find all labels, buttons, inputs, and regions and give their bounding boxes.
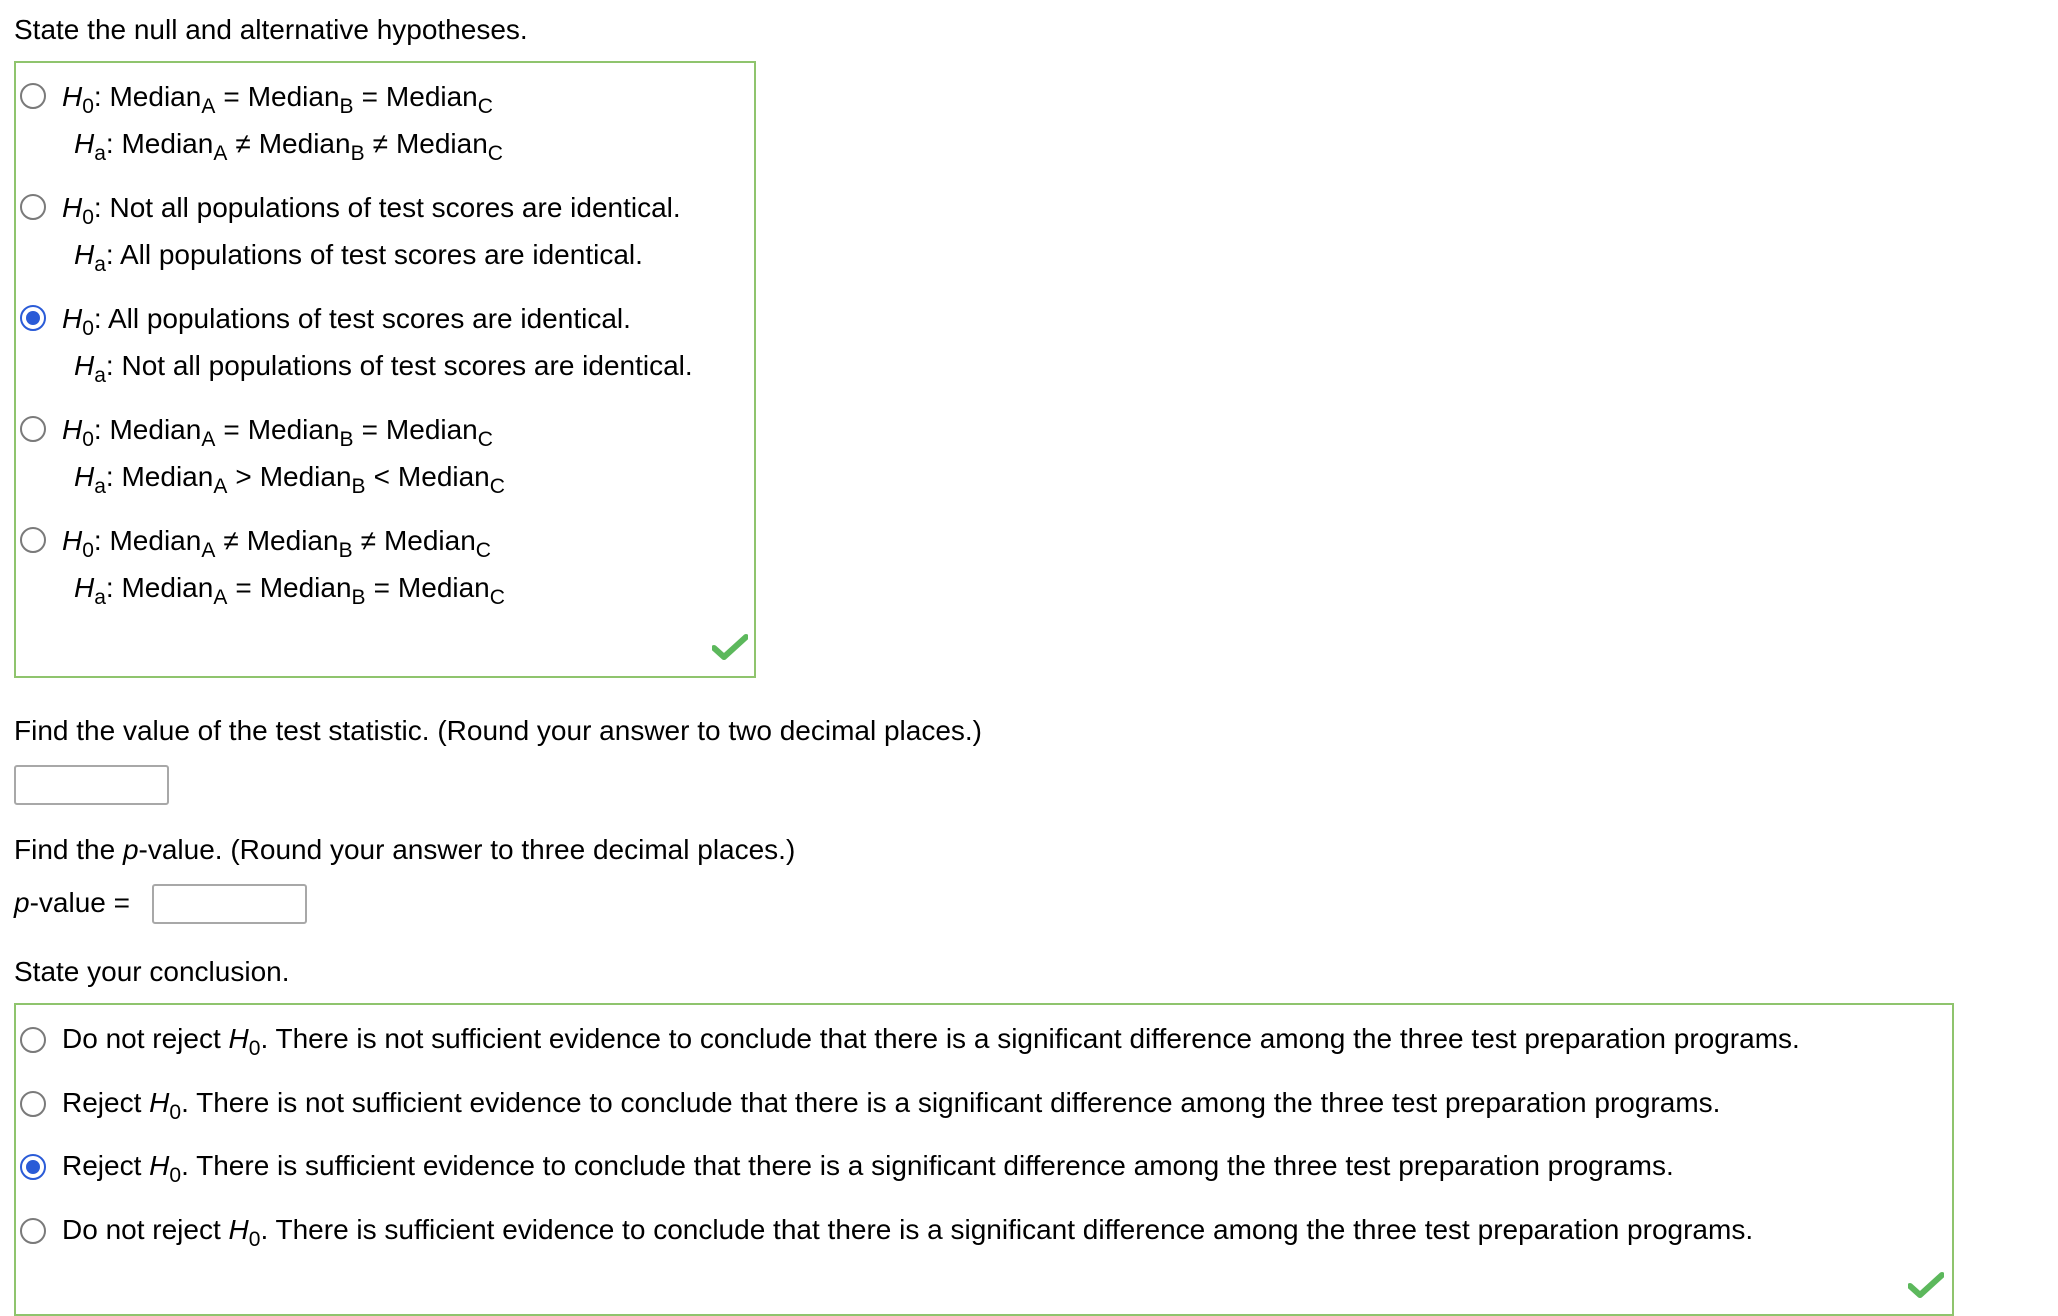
ha-statement: $H_a$: Median$_A$ ≠ Median$_B$ ≠ Median$_C$ <box>74 128 503 165</box>
radio-button-selected[interactable] <box>20 1154 46 1180</box>
conclusion-text: Reject $H_0$. There is not sufficient evidence to conclude that there is a significant difference among the three test preparation programs. <box>62 1087 1721 1124</box>
radio-button[interactable] <box>20 83 46 109</box>
radio-button[interactable] <box>20 416 46 442</box>
h0-statement: $H_0$: Not all populations of test scores are identical. <box>62 192 681 229</box>
radio-button-selected[interactable] <box>20 305 46 331</box>
p-value-label: p-value = <box>14 887 130 918</box>
radio-button[interactable] <box>20 194 46 220</box>
ha-statement: $H_a$: Not all populations of test scores are identical. <box>74 350 693 387</box>
test-statistic-input[interactable] <box>14 765 169 805</box>
conclusion-text: Do not reject $H_0$. There is not sufficient evidence to conclude that there is a significant difference among the three test preparation programs. <box>62 1023 1800 1060</box>
radio-button[interactable] <box>20 1027 46 1053</box>
ha-statement: $H_a$: All populations of test scores are identical. <box>74 239 643 276</box>
conclusion-text: Reject $H_0$. There is sufficient evidence to conclude that there is a significant difference among the three test preparation programs. <box>62 1150 1674 1187</box>
conclusion-prompt: State your conclusion. <box>14 956 290 987</box>
radio-button[interactable] <box>20 527 46 553</box>
ha-statement: $H_a$: Median$_A$ > Median$_B$ < Median$_C$ <box>74 461 505 498</box>
h0-statement: $H_0$: Median$_A$ = Median$_B$ = Median$_C$ <box>62 81 493 118</box>
p-value-input[interactable] <box>152 884 307 924</box>
conclusion-text: Do not reject $H_0$. There is sufficient evidence to conclude that there is a significant difference among the three test preparation programs. <box>62 1214 1754 1251</box>
test-statistic-prompt: Find the value of the test statistic. (Round your answer to two decimal places.) <box>14 715 983 746</box>
radio-button[interactable] <box>20 1218 46 1244</box>
hypotheses-answer-box <box>14 61 756 678</box>
h0-statement: $H_0$: Median$_A$ ≠ Median$_B$ ≠ Median$_C$ <box>62 525 491 562</box>
hypotheses-prompt: State the null and alternative hypotheses. <box>14 14 528 45</box>
h0-statement: $H_0$: All populations of test scores are identical. <box>62 303 631 340</box>
correct-checkmark-icon <box>1908 1272 1944 1298</box>
radio-button[interactable] <box>20 1091 46 1117</box>
h0-statement: $H_0$: Median$_A$ = Median$_B$ = Median$_C$ <box>62 414 493 451</box>
ha-statement: $H_a$: Median$_A$ = Median$_B$ = Median$_C$ <box>74 572 505 609</box>
correct-checkmark-icon <box>712 634 748 660</box>
conclusion-answer-box <box>14 1003 1954 1316</box>
p-value-prompt: Find the p-value. (Round your answer to three decimal places.) <box>14 834 796 865</box>
